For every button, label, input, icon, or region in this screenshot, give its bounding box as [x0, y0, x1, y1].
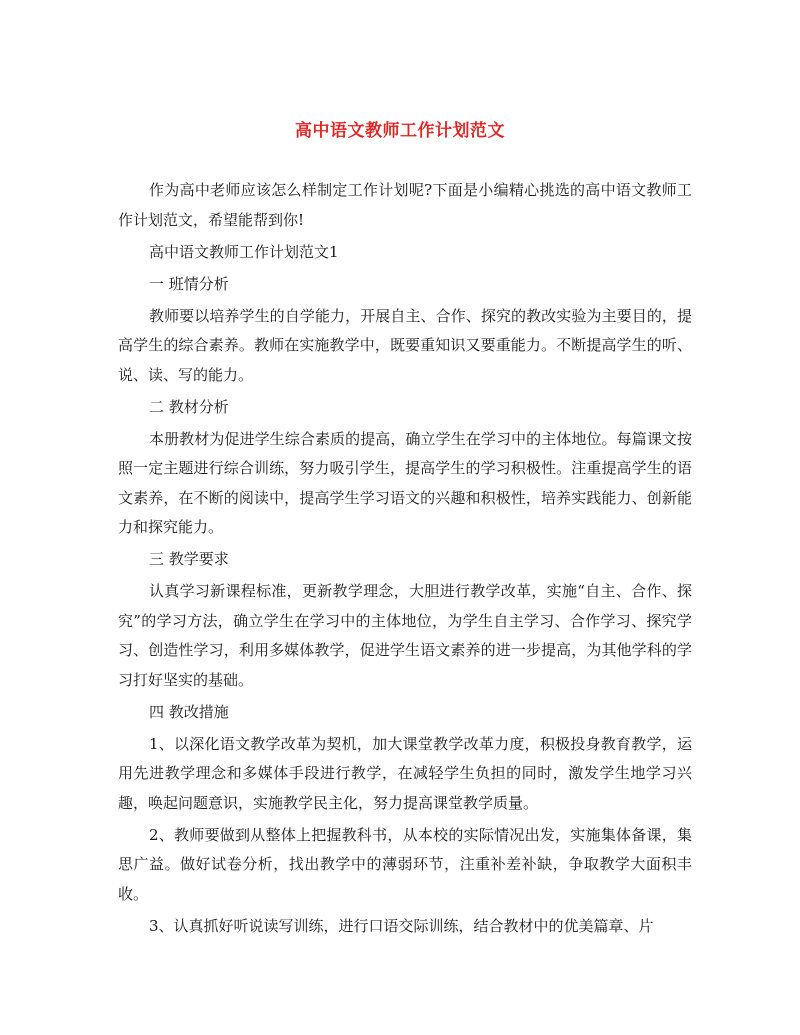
- paragraph-measure-2: 2、教师要做到从整体上把握教科书，从本校的实际情况出发，实施集体备课，集思广益。做好试卷分析，找出教学中的薄弱环节，注重补差补缺，争取教学大面积丰收。: [118, 825, 692, 903]
- paragraph-class-analysis: 教师要以培养学生的自学能力，开展自主、合作、探究的教改实验为主要目的，提高学生的综合素养。教师在实施教学中，既要重知识又要重能力。不断提高学生的听、说、读、写的能力。: [118, 306, 692, 384]
- section-heading-teaching-requirements: 三 教学要求: [149, 550, 229, 568]
- page-title: 高中语文教师工作计划范文: [295, 121, 505, 141]
- paragraph-teaching-requirements: 认真学习新课程标准，更新教学理念，大胆进行教学改革，实施“自主、合作、探究”的学习方法，确立学生在学习中的主体地位，为学生自主学习、合作学习、探究学习、创造性学习，利用多媒体教学，促进学生语文素养的进一步提高，为其他学科的学习打好坚实的基础。: [118, 582, 692, 689]
- section-heading-class-analysis: 一 班情分析: [149, 274, 229, 293]
- paragraph-measure-1: 1、以深化语文教学改革为契机，加大课堂教学改革力度，积极投身教育教学，运用先进教学理念和多媒体手段进行教学，在减轻学生负担的同时，激发学生地学习兴趣，唤起问题意识，实施教学民主化，努力提高课堂教学质量。: [118, 734, 692, 812]
- subtitle-heading: 高中语文教师工作计划范文1: [149, 242, 339, 261]
- paragraph-measure-3: 3、认真抓好听说读写训练，进行口语交际训练，结合教材中的优美篇章、片: [149, 916, 654, 935]
- section-heading-reform-measures: 四 教改措施: [149, 702, 229, 721]
- intro-paragraph: 作为高中老师应该怎么样制定工作计划呢?下面是小编精心挑选的高中语文教师工作计划范文，希望能帮到你!: [118, 181, 692, 229]
- paragraph-textbook-analysis: 本册教材为促进学生综合素质的提高，确立学生在学习中的主体地位。每篇课文按照一定主题进行综合训练，努力吸引学生，提高学生的学习积极性。注重提高学生的语文素养，在不断的阅读中，提高学生学习语文的兴趣和积极性，培养实践能力、创新能力和探究能力。: [118, 429, 692, 536]
- document-body: [118, 176, 692, 944]
- section-heading-textbook-analysis: 二 教材分析: [149, 397, 229, 416]
